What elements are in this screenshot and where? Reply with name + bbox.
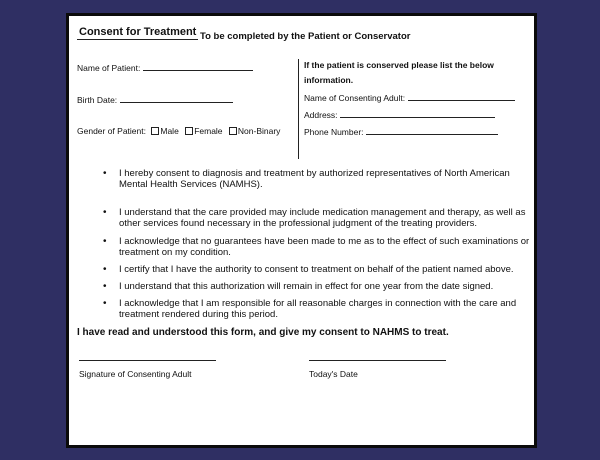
patient-name-label: Name of Patient: (77, 63, 141, 73)
form-title: Consent for Treatment (79, 26, 197, 38)
statement-duration: I understand that this authorization will remain in effect for one year from the date signed. (119, 281, 494, 292)
statement-bullet: • (103, 281, 107, 292)
statement-charges: I acknowledge that I am responsible for all reasonable charges in connection with the care and treatment rendered during this period. (119, 298, 517, 320)
conserved-note-line1: If the patient is conserved please list the below (304, 60, 494, 70)
patient-name-line[interactable] (143, 62, 253, 71)
birth-date-line[interactable] (120, 94, 233, 103)
consenting-adult-name-label: Name of Consenting Adult: (304, 93, 406, 103)
statement-bullet: • (103, 168, 107, 179)
final-consent-statement: I have read and understood this form, and give my consent to NAHMS to treat. (77, 327, 449, 338)
statement-diagnosis-consent: I hereby consent to diagnosis and treatment by authorized representatives of North American Mental Health Services (NAMHS). (119, 168, 510, 190)
gender-male-label: Male (160, 126, 179, 136)
statement-bullet: • (103, 264, 107, 275)
signature-label: Signature of Consenting Adult (79, 369, 192, 379)
date-line[interactable] (309, 360, 446, 361)
gender-nonbinary-checkbox[interactable] (229, 127, 237, 135)
statement-bullet: • (103, 236, 107, 247)
address-field[interactable] (304, 109, 495, 120)
form-subtitle: To be completed by the Patient or Conservator (200, 31, 411, 42)
gender-female-checkbox[interactable] (185, 127, 193, 135)
birth-date-field[interactable] (77, 94, 233, 105)
date-label: Today's Date (309, 369, 358, 379)
gender-field (77, 126, 280, 136)
statement-bullet: • (103, 298, 107, 309)
birth-date-label: Birth Date: (77, 95, 118, 105)
consenting-adult-name-field[interactable] (304, 92, 515, 103)
statement-care-scope: I understand that the care provided may include medication management and therapy, as well as other services found necessary in the professional judgment of the treating providers. (119, 207, 526, 229)
consent-form-sheet (66, 13, 537, 448)
address-label: Address: (304, 110, 338, 120)
signature-line[interactable] (79, 360, 216, 361)
statement-no-guarantees: I acknowledge that no guarantees have been made to me as to the effect of such examinations or treatment on my condition. (119, 236, 530, 258)
phone-line[interactable] (366, 126, 498, 135)
statement-authority: I certify that I have the authority to consent to treatment on behalf of the patient named above. (119, 264, 514, 275)
phone-label: Phone Number: (304, 127, 364, 137)
statement-bullet: • (103, 207, 107, 218)
gender-nonbinary-label: Non-Binary (237, 126, 281, 136)
conserved-note-line2: information. (304, 75, 354, 85)
gender-female-label: Female (194, 126, 223, 136)
address-line[interactable] (340, 109, 495, 118)
gender-label: Gender of Patient: (77, 126, 146, 136)
patient-name-field[interactable] (77, 62, 253, 73)
column-divider (298, 59, 299, 159)
consenting-adult-name-line[interactable] (408, 92, 515, 101)
gender-male-checkbox[interactable] (151, 127, 159, 135)
phone-field[interactable] (304, 126, 498, 137)
